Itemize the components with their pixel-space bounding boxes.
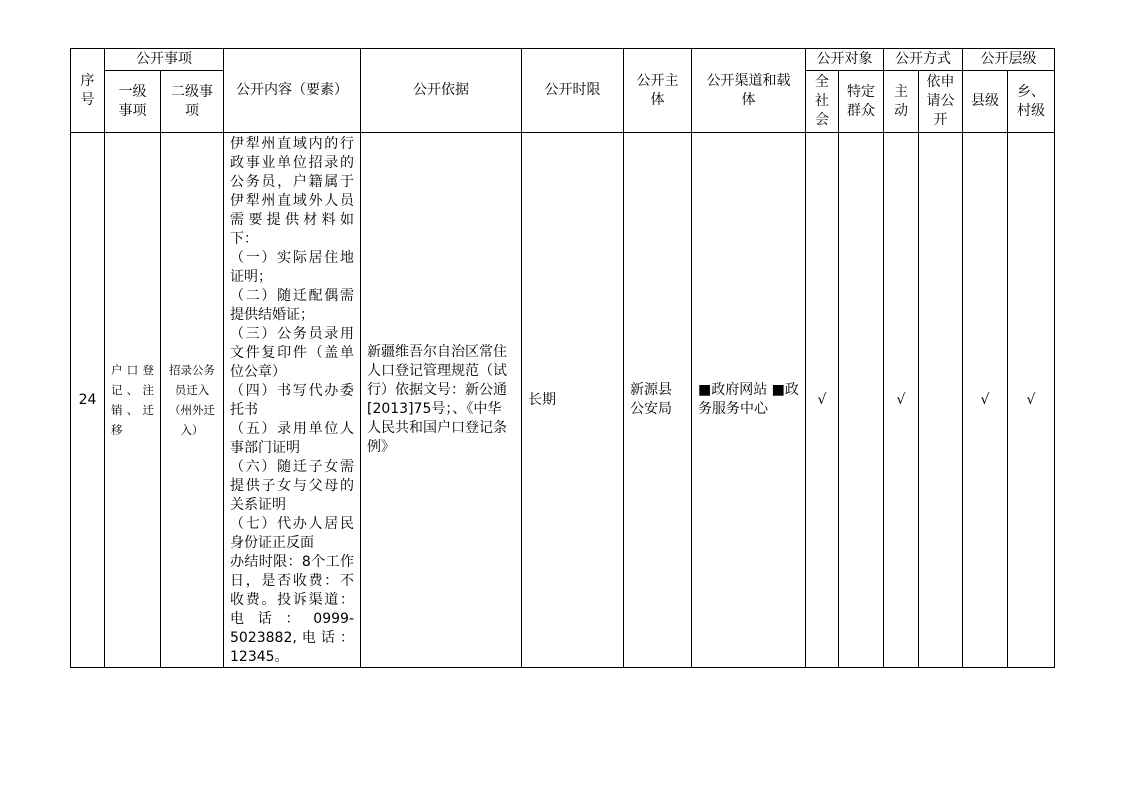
header-level1: 一级事项 [105, 71, 161, 133]
header-target-specific: 特定群众 [839, 71, 884, 133]
row-target-all-check: √ [806, 133, 839, 668]
header-target-all: 全社会 [806, 71, 839, 133]
content-line: （七）代办人居民身份证正反面 [230, 516, 354, 551]
row-content [224, 133, 361, 668]
header-method-active: 主动 [884, 71, 919, 133]
row-method-request-check [919, 133, 963, 668]
content-line: （二）随迁配偶需提供结婚证； [230, 288, 354, 323]
row-channel: ■政府网站 ■政务服务中心 [692, 133, 806, 668]
header-level2: 二级事项 [161, 71, 224, 133]
row-level2: 招录公务员迁入（州外迁入） [161, 133, 224, 668]
header-method-group: 公开方式 [884, 49, 963, 71]
header-level-group: 公开层级 [963, 49, 1055, 71]
content-line: 办结时限：8个工作日，是否收费：不收费。投诉渠道：电话：0999-5023882,电话：12345。 [230, 554, 354, 665]
header-channel: 公开渠道和载体 [692, 49, 806, 133]
header-content: 公开内容（要素） [224, 49, 361, 133]
header-basis: 公开依据 [361, 49, 522, 133]
header-method-request: 依申请公开 [919, 71, 963, 133]
row-level1: 户口登记、注销、迁移 [105, 133, 161, 668]
row-subject: 新源县公安局 [624, 133, 692, 668]
content-line: （四）书写代办委托书 [230, 383, 354, 418]
header-target-group: 公开对象 [806, 49, 884, 71]
header-level-township: 乡、村级 [1008, 71, 1055, 133]
header-matters-group: 公开事项 [105, 49, 224, 71]
header-level-county: 县级 [963, 71, 1008, 133]
row-period: 长期 [522, 133, 624, 668]
table-row [71, 133, 1055, 668]
row-level-county-check: √ [963, 133, 1008, 668]
content-line: 伊犁州直域内的行政事业单位招录的公务员，户籍属于伊犁州直域外人员需要提供材料如下： [230, 136, 354, 247]
content-line: （五）录用单位人事部门证明 [230, 421, 354, 456]
content-line: （六）随迁子女需提供子女与父母的关系证明 [230, 459, 354, 513]
row-seq: 24 [71, 133, 105, 668]
row-method-active-check: √ [884, 133, 919, 668]
row-basis: 新疆维吾尔自治区常住人口登记管理规范（试行）依据文号：新公通[2013]75号；、《中华人民共和国户口登记条例》 [361, 133, 522, 668]
row-level-township-check: √ [1008, 133, 1055, 668]
disclosure-table [70, 48, 1055, 668]
content-line: （三）公务员录用文件复印件（盖单位公章） [230, 326, 354, 380]
content-line: （一）实际居住地证明； [230, 250, 354, 285]
row-target-specific-check [839, 133, 884, 668]
header-subject: 公开主体 [624, 49, 692, 133]
header-period: 公开时限 [522, 49, 624, 133]
header-seq: 序号 [71, 49, 105, 133]
